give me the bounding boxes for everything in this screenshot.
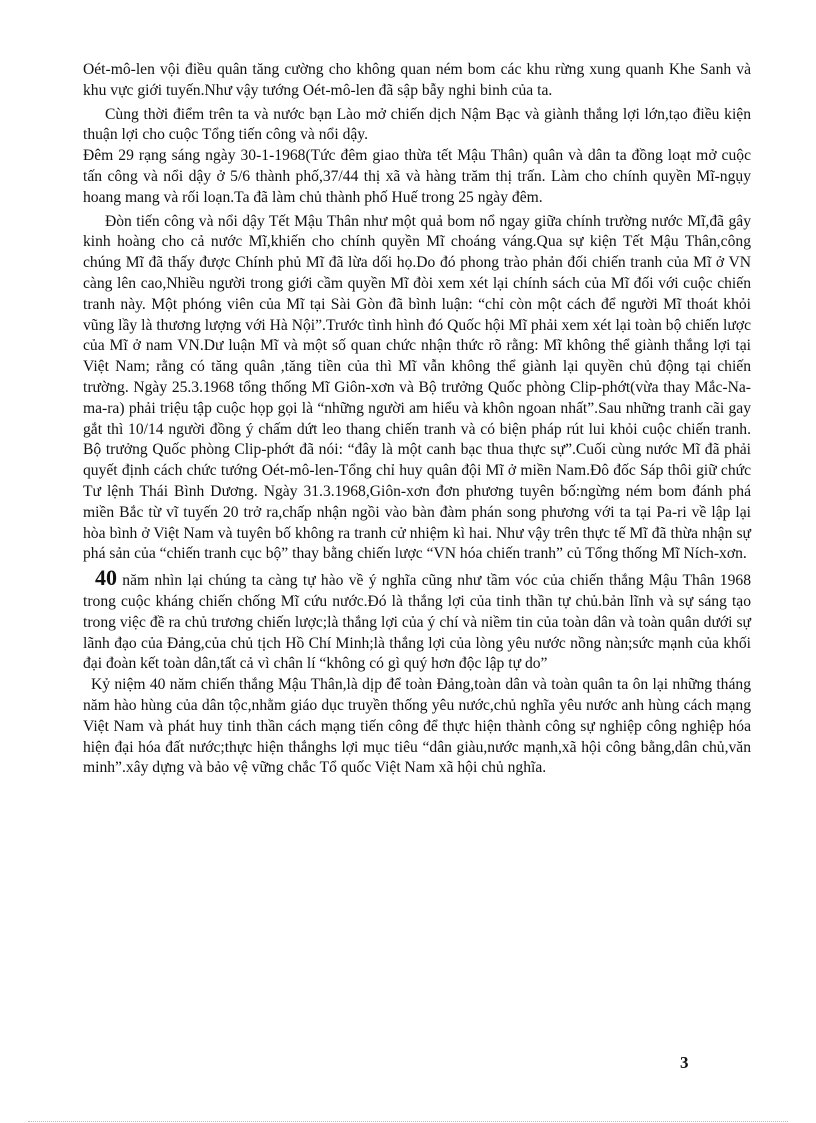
page-bottom-divider — [28, 1121, 788, 1122]
paragraph-nam-bac: Cùng thời điểm trên ta và nước bạn Lào mở chiến dịch Nậm Bạc và giành thắng lợi lớn,tạo điều kiện thuận lợi cho cuộc Tổng tiến công và nổi dậy. — [83, 105, 751, 144]
paragraph-khe-sanh: Oét-mô-len vội điều quân tăng cường cho không quan ném bom các khu rừng xung quanh Khe Sanh và khu vực giới tuyến.Như vậy tướng Oét-mô-len đã sập bẫy nghi binh của ta. — [83, 61, 751, 99]
anniversary-text: năm nhìn lại chúng ta càng tự hào về ý nghĩa cũng như tầm vóc của chiến thắng Mậu Thân 1968 trong cuộc kháng chiến chống Mĩ cứu nước.Đó là thắng lợi của tinh thần tự chủ.bản lĩnh và sự sáng tạo trong việc đề ra chủ trương chiến lược;là thắng lợi của ý chí và niềm tin của toàn dân và toàn quân dưới sự lãnh đạo của Đảng,của chủ tịch Hồ Chí Minh;là thắng lợi của lòng yêu nước nồng nàn;sức mạnh của khối đại đoàn kết toàn dân,tất cả vì chân lí “không có gì quý hơn độc lập tự do” — [83, 572, 751, 673]
paragraph-offensive: Đêm 29 rạng sáng ngày 30-1-1968(Tức đêm giao thừa tết Mậu Thân) quân và dân ta đồng loạt mở cuộc tấn công và nổi dậy ở 5/6 thành phố,37/44 thị xã và hàng trăm thị trấn. Làm cho chính quyền Mĩ-ngụy hoang mang và rối loạn.Ta đã làm chủ thành phố Huế trong 25 ngày đêm. — [83, 147, 751, 206]
page-number: 3 — [680, 1053, 689, 1072]
paragraph-anniversary — [83, 565, 751, 675]
document-page — [83, 60, 751, 779]
anniversary-number: 40 — [95, 565, 117, 591]
paragraph-closing: Kỷ niệm 40 năm chiến thắng Mậu Thân,là dịp để toàn Đảng,toàn dân và toàn quân ta ôn lại những tháng năm hào hùng của dân tộc,nhằm giáo dục truyền thống yêu nước,chủ nghĩa yêu nước anh hùng cách mạng Việt Nam và phát huy tinh thần cách mạng tiến công để thực hiện thành công sự nghiệp công nghiệp hóa hiện đại hóa đất nước;thực hiện thắnghs lợi mục tiêu “dân giàu,nước mạnh,xã hội công bằng,dân chủ,văn minh”.xây dựng và bảo vệ vững chắc Tổ quốc Việt Nam xã hội chủ nghĩa. — [83, 676, 751, 777]
paragraph-us-reaction: Đòn tiến công và nổi dậy Tết Mậu Thân như một quả bom nổ ngay giữa chính trường nước Mĩ,đã gây kinh hoàng cho cả nước Mĩ,khiến cho chính quyền Mĩ choáng váng.Qua sự kiện Tết Mậu Thân,công chúng Mĩ đã thấy được Chính phủ Mĩ đã lừa dối họ.Do đó phong trào phản đối chiến tranh của Mĩ ở VN càng lên cao,Nhiều người trong giới cầm quyền Mĩ đòi xem xét lại chính sách của Mĩ đối với cuộc chiến tranh này. Một phóng viên của Mĩ tại Sài Gòn đã bình luận: “chỉ còn một cách để người Mĩ thoát khỏi vũng lầy là thương lượng với Hà Nội”.Trước tình hình đó Quốc hội Mĩ phải xem xét lại toàn bộ chiến lược của Mĩ ở nam VN.Dư luận Mĩ và một số quan chức nhận thức rõ rằng: Mĩ không thể giành thắng lợi tại Việt Nam; rằng có tăng quân ,tăng tiền của thì Mĩ vẫn không thể giành lại quyền chủ động tại chiến trường. Ngày 25.3.1968 tổng thống Mĩ Giôn-xơn và Bộ trưởng Quốc phòng Clip-phớt(vừa thay Mắc-Na-ma-ra) phải triệu tập cuộc họp gọi là “những người am hiểu và khôn ngoan nhất”.Sau những tranh cãi gay gắt thì 10/14 người đồng ý chấm dứt leo thang chiến tranh và có biện pháp rút lui khỏi cuộc chiến tranh. Bộ trưởng Quốc phòng Clip-phớt đã nói: “đây là một canh bạc thua thực sự”.Cuối cùng nước Mĩ đã phải quyết định cách chức tướng Oét-mô-len-Tổng chỉ huy quân đội Mĩ ở miền Nam.Đô đốc Sáp thôi giữ chức Tư lệnh Thái Bình Dương. Ngày 31.3.1968,Giôn-xơn đơn phương tuyên bố:ngừng ném bom đánh phá miền Bắc từ vĩ tuyến 20 trở ra,chấp nhận ngồi vào bàn đàm phán song phương với ta tại Pa-ri về lập lại hòa bình ở Việt Nam và tuyên bố không ra tranh cử nhiệm kì hai. Như vậy trên thực tế Mĩ đã thừa nhận sự phá sản của “chiến tranh cục bộ” thay bằng chiến lược “VN hóa chiến tranh” củ Tổng thống Mĩ Ních-xơn. — [83, 212, 751, 563]
